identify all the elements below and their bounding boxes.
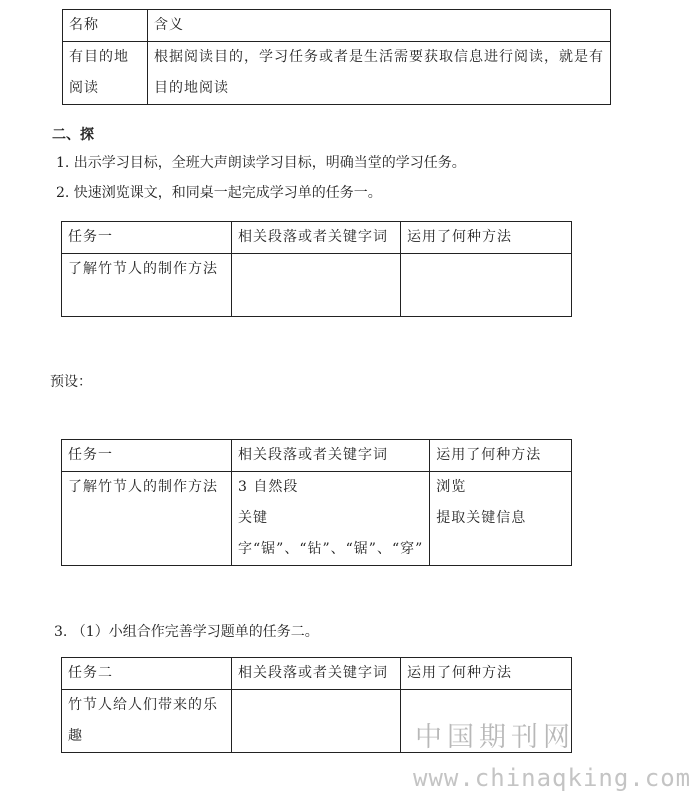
table-cell — [232, 254, 401, 317]
table-cell: 有目的地阅读 — [63, 42, 148, 105]
table-cell: 浏览 提取关键信息 — [430, 472, 572, 566]
table-row — [62, 472, 572, 566]
table-header-cell: 相关段落或者关键字词 — [232, 440, 430, 472]
table-cell: 了解竹节人的制作方法 — [62, 472, 232, 566]
watermark-url: www.chinaqking.com — [413, 764, 691, 792]
table-cell — [232, 690, 401, 753]
table-row — [62, 658, 572, 690]
table-header-cell: 名称 — [63, 10, 148, 42]
table-cell — [401, 254, 572, 317]
table-cell: 竹节人给人们带来的乐趣 — [62, 690, 232, 753]
task-one-preset-table — [61, 439, 572, 566]
step-1-text: 1. 出示学习目标，全班大声朗读学习目标，明确当堂的学习任务。 — [56, 155, 466, 171]
preset-label: 预设： — [50, 374, 92, 390]
table-header-cell: 任务一 — [62, 222, 232, 254]
table-header-cell: 相关段落或者关键字词 — [232, 222, 401, 254]
table-row — [62, 440, 572, 472]
table-header-cell: 含义 — [148, 10, 611, 42]
table-header-cell: 运用了何种方法 — [401, 222, 572, 254]
table-row — [63, 10, 611, 42]
step-2-text: 2. 快速浏览课文，和同桌一起完成学习单的任务一。 — [56, 185, 382, 201]
section-heading: 二、探 — [52, 127, 94, 143]
table-cell: 了解竹节人的制作方法 — [62, 254, 232, 317]
definition-table — [62, 9, 611, 105]
table-row — [63, 42, 611, 105]
step-3-text: 3. （1）小组合作完善学习题单的任务二。 — [54, 624, 319, 640]
table-row — [62, 254, 572, 317]
table-row — [62, 222, 572, 254]
table-cell: 根据阅读目的，学习任务或者是生活需要获取信息进行阅读，就是有目的地阅读 — [148, 42, 611, 105]
table-header-cell: 相关段落或者关键字词 — [232, 658, 401, 690]
table-cell: 3 自然段 关键字“锯”、“钻”、“锯”、“穿” — [232, 472, 430, 566]
table-header-cell: 运用了何种方法 — [401, 658, 572, 690]
watermark-logo-text: 中国期刊网 — [415, 722, 575, 753]
table-header-cell: 任务二 — [62, 658, 232, 690]
task-one-table — [61, 221, 572, 317]
table-header-cell: 任务一 — [62, 440, 232, 472]
table-header-cell: 运用了何种方法 — [430, 440, 572, 472]
